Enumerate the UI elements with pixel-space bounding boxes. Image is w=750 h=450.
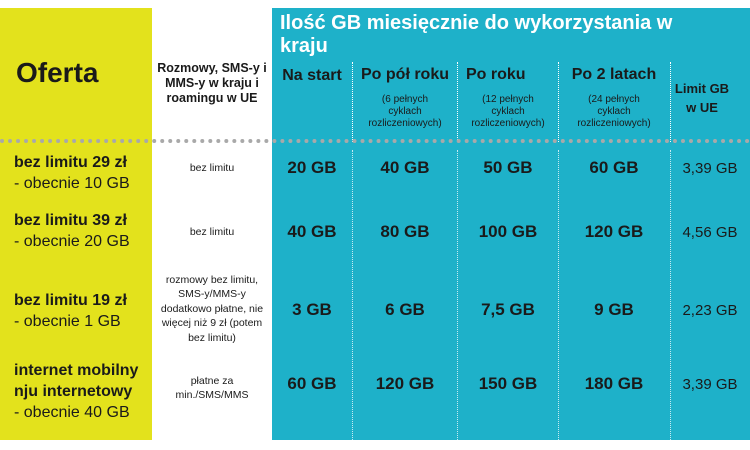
data-value: 120 GB [584,222,644,241]
body-separator [670,150,671,440]
services-value: płatne za min./SMS/MMS [175,374,249,401]
data-value: 100 GB [478,222,538,241]
offer-name: bez limitu 29 zł - obecnie 10 GB [14,154,130,192]
data-value: 7,5 GB [481,300,535,319]
data-value: 180 GB [584,374,644,393]
column-header-na-start: Na start [282,67,342,84]
services-value: bez limitu [189,161,235,174]
limit-ue-value: 3,39 GB [682,375,738,393]
header-divider [0,139,750,143]
data-value: 9 GB [594,300,634,319]
data-value: 6 GB [385,300,425,319]
data-value: 150 GB [478,374,538,393]
limit-ue-value: 4,56 GB [682,223,738,241]
header-separator [558,62,559,142]
column-header-po-roku: Po roku (12 pełnych cyklach rozliczeniowych) [466,66,545,129]
data-value: 80 GB [380,222,430,241]
header-separator [457,62,458,142]
limit-ue-value: 2,23 GB [682,301,738,319]
data-value: 40 GB [287,222,337,241]
services-value: rozmowy bez limitu, SMS-y/MMS-y dodatkowo płatne, nie więcej niż 9 zł (potem bez limitu) [160,273,264,344]
column-header-limit-ue: Limit GB w UE [674,81,730,115]
services-value: bez limitu [189,225,235,238]
offer-heading: Oferta [16,57,99,88]
header-separator [352,62,353,142]
data-value: 40 GB [380,158,430,177]
limit-ue-value: 3,39 GB [682,159,738,177]
data-heading: Ilość GB miesięcznie do wykorzystania w kraju [280,12,673,57]
offer-name: bez limitu 19 zł - obecnie 1 GB [14,292,127,330]
data-value: 120 GB [375,374,435,393]
data-value: 20 GB [287,158,337,177]
offer-name: bez limitu 39 zł - obecnie 20 GB [14,212,130,250]
data-value: 50 GB [483,158,533,177]
column-header-po-2-latach: Po 2 latach (24 pełnych cyklach rozliczeniowych) [571,66,657,129]
header-separator [670,62,671,142]
data-value: 60 GB [287,374,337,393]
services-heading: Rozmowy, SMS-y i MMS-y w kraju i roamingu w UE [157,60,267,105]
data-value: 3 GB [292,300,332,319]
data-value: 60 GB [589,158,639,177]
offer-name: internet mobilny nju internetowy - obecnie 40 GB [14,362,139,421]
column-header-po-pol-roku: Po pół roku (6 pełnych cyklach rozliczeniowych) [361,66,449,129]
